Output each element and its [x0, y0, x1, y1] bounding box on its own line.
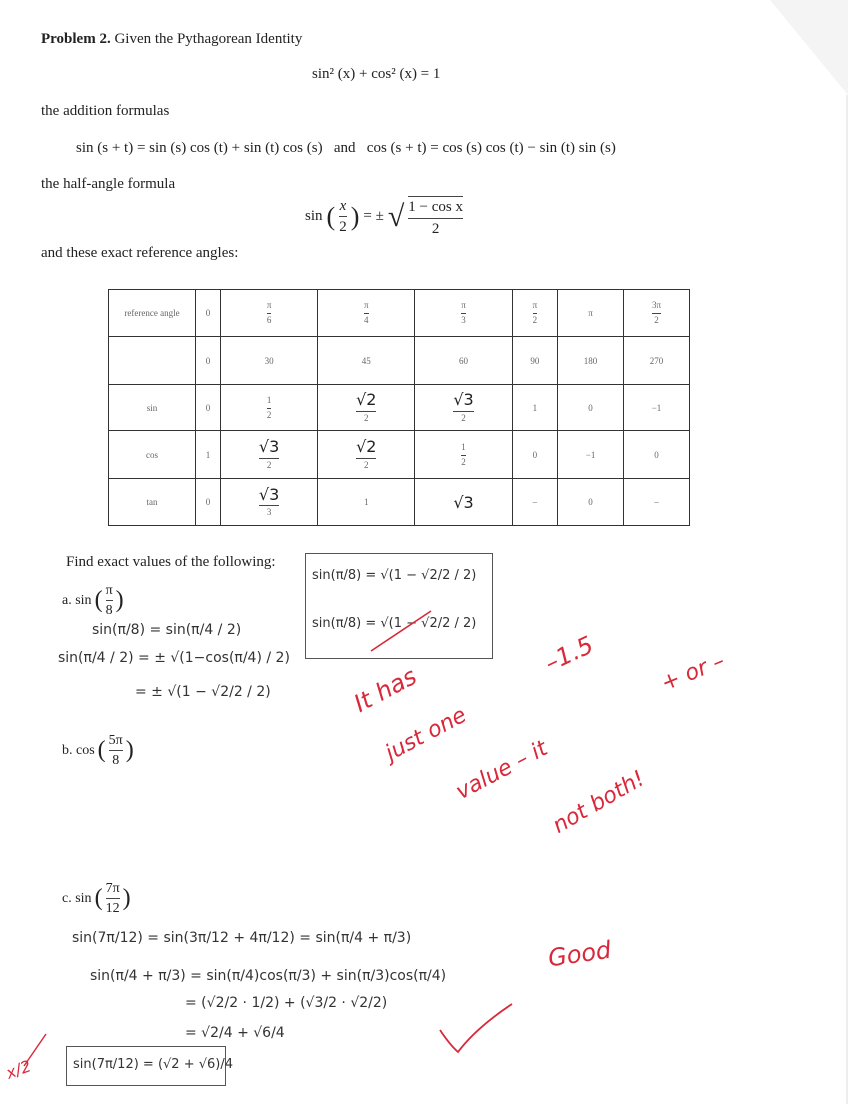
problem-heading	[41, 31, 302, 48]
a-work-line-2: sin(π/4 / 2) = ± √(1−cos(π/4) / 2)	[58, 650, 290, 666]
value-cell: 0	[558, 385, 624, 431]
addition-label: the addition formulas	[41, 103, 170, 119]
addition-sin: sin (s + t) = sin (s) cos (t) + sin (t) cos (s)	[76, 140, 323, 156]
rad-cell: $\frac{\pi}{3}$	[415, 290, 512, 337]
half-den: 2	[431, 220, 440, 237]
row-label: sin	[109, 385, 196, 431]
value-cell: $\frac{1}{2}$	[221, 385, 318, 431]
rad-cell: $\frac{\pi}{4}$	[318, 290, 415, 337]
half-angle-formula	[305, 196, 463, 237]
exercise-a: a. sin ( $\frac{\pi}{8}$ )	[62, 583, 124, 619]
header-label: reference angle	[109, 290, 196, 337]
table-row	[109, 337, 690, 385]
c-work-line-1: sin(7π/12) = sin(3π/12 + 4π/12) = sin(π/4 + π/3)	[72, 930, 412, 946]
addition-and: and	[333, 140, 356, 156]
grader-margin-mark: x/2	[3, 1056, 34, 1083]
grader-comment-1: It has	[349, 662, 422, 718]
half-arg	[339, 198, 347, 236]
half-eq: = ±	[363, 208, 384, 224]
deg-cell: 45	[318, 337, 415, 385]
reference-angle-table	[108, 289, 690, 526]
deg-cell: 270	[624, 337, 690, 385]
box-line-2: sin(π/8) = √(1 − √2/2 / 2)	[312, 616, 477, 631]
grader-comment-3: value – it	[451, 736, 552, 805]
value-cell: 0	[558, 479, 624, 526]
exercise-c: c. sin ( $\frac{7\pi}{12}$ )	[62, 881, 131, 917]
grader-deduction: –1.5	[540, 630, 598, 678]
value-cell: −1	[558, 431, 624, 479]
deg-cell: 90	[512, 337, 557, 385]
value-cell: $\frac{√3}{2}$	[221, 431, 318, 479]
grader-comment-4: + or –	[657, 648, 729, 697]
paren-open: (	[326, 201, 336, 231]
rad-cell: $\frac{\pi}{6}$	[221, 290, 318, 337]
value-cell: $\frac{√3}{3}$	[221, 479, 318, 526]
cross-out-icon	[366, 606, 436, 654]
reference-angles-label: and these exact reference angles:	[41, 245, 239, 261]
pythagorean-identity: sin² (x) + cos² (x) = 1	[312, 66, 441, 82]
rad-cell: 0	[196, 290, 221, 337]
value-cell: –	[624, 479, 690, 526]
answer-box-c	[66, 1046, 234, 1086]
paren-close: )	[350, 201, 360, 231]
folded-corner	[770, 0, 848, 95]
rad-cell: π	[558, 290, 624, 337]
c-work-line-4: = √2/4 + √6/4	[185, 1025, 285, 1041]
grader-comment-5: not both!	[548, 766, 650, 839]
a-work-line-1: sin(π/8) = sin(π/4 / 2)	[92, 622, 242, 638]
b-den: 8	[112, 753, 120, 769]
addition-formulas	[76, 140, 616, 157]
a-num: π	[105, 583, 113, 598]
c-num: 7π	[105, 881, 120, 896]
half-num: 1 − cos x	[408, 199, 463, 215]
deg-cell: 60	[415, 337, 512, 385]
value-cell: $\frac{√3}{2}$	[415, 385, 512, 431]
deg-cell: 30	[221, 337, 318, 385]
value-cell: 0	[512, 431, 557, 479]
rad-cell: $\frac{\pi}{2}$	[512, 290, 557, 337]
value-cell: $\frac{√2}{2}$	[318, 385, 415, 431]
deg-cell: 180	[558, 337, 624, 385]
value-cell: −1	[624, 385, 690, 431]
a-work-line-3: = ± √(1 − √2/2 / 2)	[135, 684, 271, 700]
a-den: 8	[105, 603, 113, 619]
problem-intro: Given the Pythagorean Identity	[114, 31, 303, 47]
rad-cell: $\frac{3\pi}{2}$	[624, 290, 690, 337]
addition-cos: cos (s + t) = cos (s) cos (t) − sin (t) sin (s)	[366, 140, 616, 156]
b-num: 5π	[108, 733, 123, 748]
deg-label	[109, 337, 196, 385]
checkmark-icon	[436, 1000, 516, 1060]
exercise-c-label: c. sin	[62, 890, 92, 906]
table-row-cos	[109, 431, 690, 479]
c-den: 12	[105, 901, 120, 917]
table-row-sin	[109, 385, 690, 431]
half-lhs: sin	[305, 208, 323, 224]
problem-label: Problem 2.	[41, 31, 111, 47]
answer-box-a	[305, 553, 493, 659]
c-work-line-2: sin(π/4 + π/3) = sin(π/4)cos(π/3) + sin(π/3)cos(π/4)	[90, 968, 447, 984]
value-cell: 0	[624, 431, 690, 479]
table-row-tan	[109, 479, 690, 526]
value-cell: 0	[196, 385, 221, 431]
half-angle-label: the half-angle formula	[41, 176, 176, 192]
value-cell: $\frac{1}{2}$	[415, 431, 512, 479]
half-rhs	[408, 196, 463, 237]
value-cell: 1	[196, 431, 221, 479]
value-cell: √3	[415, 479, 512, 526]
row-label: tan	[109, 479, 196, 526]
grader-comment-2: just one	[381, 702, 471, 767]
half-arg-num: x	[339, 197, 347, 214]
deg-cell: 0	[196, 337, 221, 385]
row-label: cos	[109, 431, 196, 479]
value-cell: 1	[318, 479, 415, 526]
find-label: Find exact values of the following:	[66, 554, 276, 570]
value-cell: $\frac{√2}{2}$	[318, 431, 415, 479]
exercise-a-label: a. sin	[62, 592, 92, 608]
grader-good: Good	[546, 935, 613, 973]
exercise-b-label: b. cos	[62, 742, 95, 758]
c-answer: sin(7π/12) = (√2 + √6)/4	[73, 1057, 234, 1072]
margin-slash-icon	[20, 1030, 50, 1070]
c-work-line-3: = (√2/2 · 1/2) + (√3/2 · √2/2)	[185, 995, 388, 1011]
value-cell: –	[512, 479, 557, 526]
value-cell: 0	[196, 479, 221, 526]
radical-icon: √	[387, 199, 405, 233]
half-arg-den: 2	[339, 219, 347, 235]
table-row	[109, 290, 690, 337]
value-cell: 1	[512, 385, 557, 431]
box-line-1: sin(π/8) = √(1 − √2/2 / 2)	[312, 568, 477, 583]
exercise-b: b. cos ( $\frac{5\pi}{8}$ )	[62, 733, 134, 769]
